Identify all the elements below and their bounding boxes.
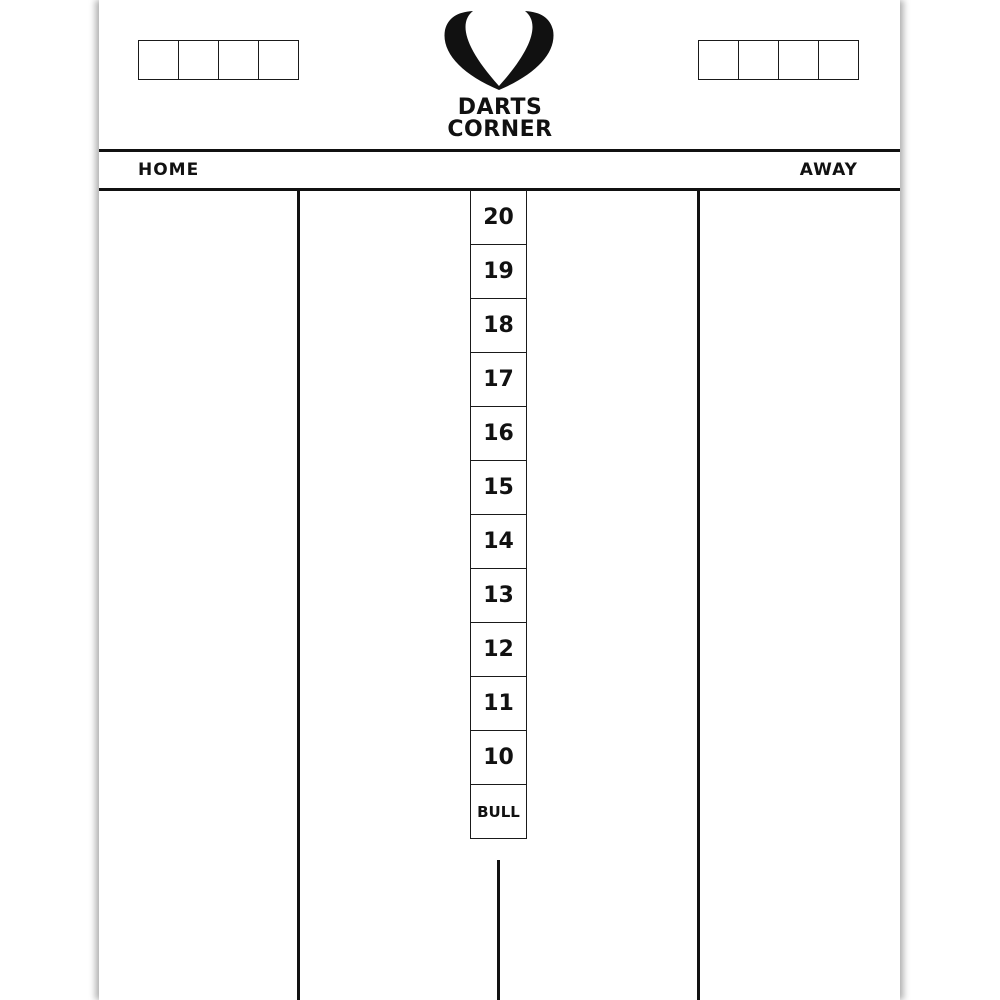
home-score-box[interactable]	[259, 41, 298, 79]
brand-line-1: DARTS	[457, 95, 543, 120]
home-column-divider	[297, 190, 300, 1000]
number-cell-10: 10	[471, 730, 526, 784]
number-cell-20: 20	[483, 204, 514, 230]
away-score-box[interactable]	[779, 41, 819, 79]
center-divider	[497, 860, 500, 1000]
home-score-boxes	[138, 40, 299, 80]
number-cell-17: 17	[471, 352, 526, 406]
header-divider	[99, 149, 900, 152]
number-cell-18: 18	[471, 298, 526, 352]
number-cell-12: 12	[471, 622, 526, 676]
number-cell-15: 15	[471, 460, 526, 514]
away-column-divider	[697, 190, 700, 1000]
home-score-box[interactable]	[219, 41, 259, 79]
cricket-number-column	[470, 190, 527, 839]
number-cell-13: 13	[471, 568, 526, 622]
number-cell-16: 16	[471, 406, 526, 460]
scoreboard	[99, 0, 900, 1000]
away-score-box[interactable]	[699, 41, 739, 79]
away-score-box[interactable]	[819, 41, 858, 79]
home-label: HOME	[138, 160, 200, 180]
away-label: AWAY	[799, 160, 858, 180]
home-score-box[interactable]	[179, 41, 219, 79]
number-cell-11: 11	[471, 676, 526, 730]
away-score-box[interactable]	[739, 41, 779, 79]
number-cell-14: 14	[471, 514, 526, 568]
number-cell-bull: BULL	[471, 784, 526, 838]
darts-corner-logo-icon	[439, 8, 559, 92]
away-score-boxes	[698, 40, 859, 80]
home-score-box[interactable]	[139, 41, 179, 79]
number-cell-19: 19	[471, 244, 526, 298]
brand-line-2: CORNER	[447, 117, 553, 142]
